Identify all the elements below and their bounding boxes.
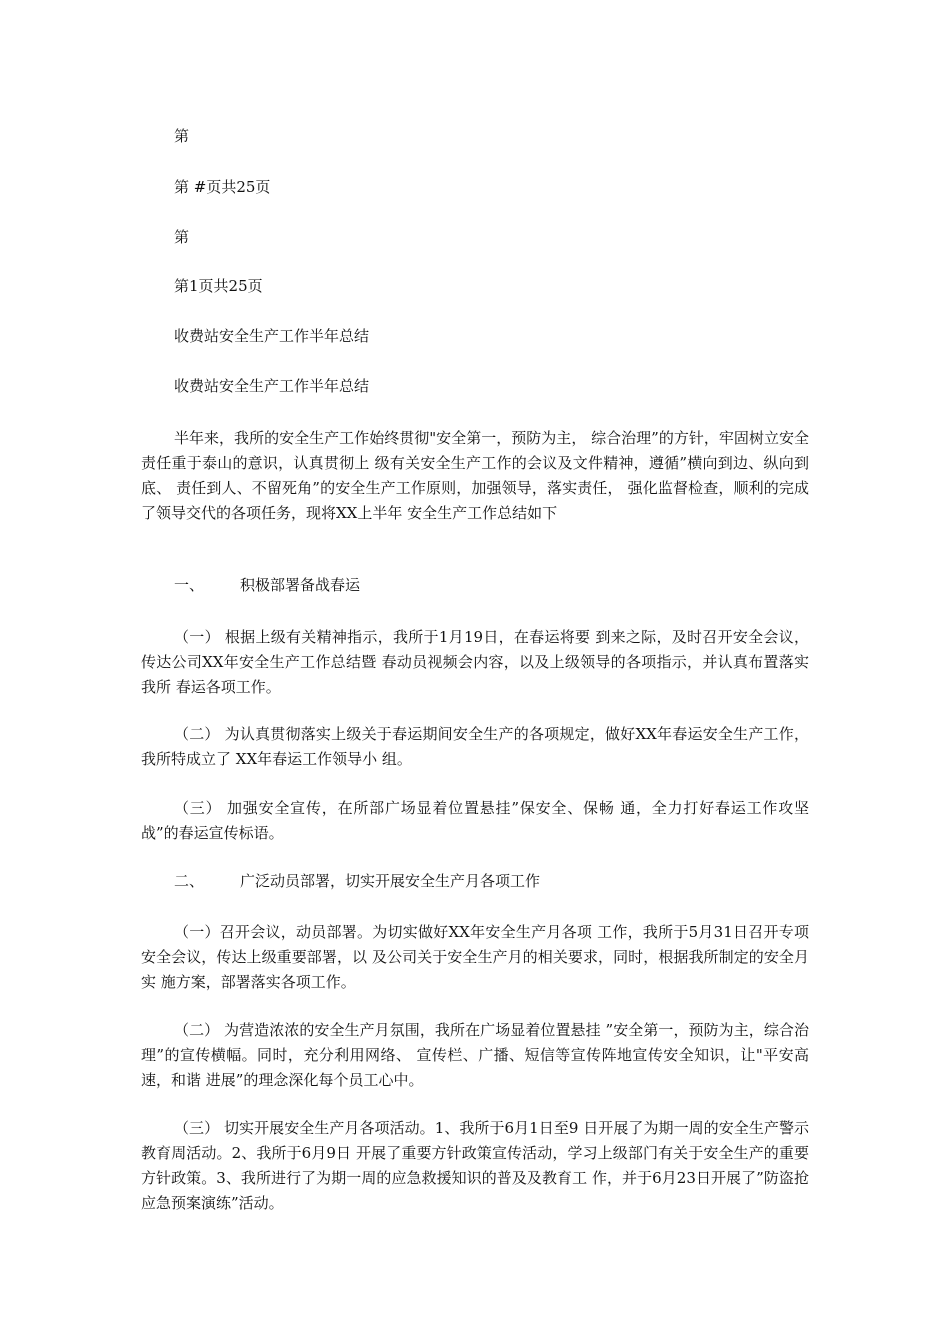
document-subtitle: 收费站安全生产工作半年总结: [174, 377, 370, 395]
section-heading-1: [174, 575, 360, 595]
header-line-3: 第: [174, 228, 190, 246]
section-2-item-1: （一）召开会议，动员部署。为切实做好XX年安全生产月各项 工作，我所于5月31日召开专项安全会议，传达上级重要部署，以 及公司关于安全生产月的相关要求，同时，根据我所制定的安全月实 施方案，部署落实各项工作。: [141, 923, 809, 991]
header-page-counter: 第 #页共25页: [174, 178, 271, 196]
section-1-item-2: （二） 为认真贯彻落实上级关于春运期间安全生产的各项规定，做好XX年春运安全生产工作，我所特成立了 XX年春运工作领导小 组。: [141, 725, 809, 768]
section-number: 一、: [174, 576, 205, 594]
intro-paragraph: 半年来，我所的安全生产工作始终贯彻"安全第一，预防为主， 综合治理”的方针，牢固树立安全责任重于泰山的意识，认真贯彻上 级有关安全生产工作的会议及文件精神，遵循”横向到边、纵向到底、 责任到人、不留死角”的安全生产工作原则，加强领导，落实责任， 强化监督检查，顺利的完成了领导交代的各项任务，现将XX上半年 安全生产工作总结如下: [141, 429, 809, 522]
section-1-item-3: （三） 加强安全宣传，在所部广场显着位置悬挂”保安全、保畅 通，全力打好春运工作攻坚战”的春运宣传标语。: [141, 799, 809, 842]
section-title: 广泛动员部署，切实开展安全生产月各项工作: [240, 872, 541, 890]
section-number: 二、: [174, 872, 205, 890]
section-2-item-2: （二） 为营造浓浓的安全生产月氛围，我所在广场显着位置悬挂 ”安全第一，预防为主，综合治理”的宣传横幅。同时，充分利用网络、 宣传栏、广播、短信等宣传阵地宣传安全知识，让"平安高速，和谐 进展”的理念深化每个员工心中。: [141, 1021, 809, 1089]
section-1-item-1: （一） 根据上级有关精神指示，我所于1月19日，在春运将要 到来之际，及时召开安全会议，传达公司XX年安全生产工作总结暨 春动员视频会内容，以及上级领导的各项指示，并认真布置落实我所 春运各项工作。: [141, 628, 809, 696]
section-title: 积极部署备战春运: [240, 576, 361, 594]
section-heading-2: [174, 871, 540, 891]
header-page-number: 第1页共25页: [174, 277, 263, 295]
section-2-item-3: （三） 切实开展安全生产月各项活动。1、我所于6月1日至9 日开展了为期一周的安全生产警示教育周活动。2、我所于6月9日 开展了重要方针政策宣传活动，学习上级部门有关于安全生产的重要 方针政策。3、我所进行了为期一周的应急救援知识的普及及教育工 作，并于6月23日开展了”防盗抢应急预案演练”活动。: [141, 1119, 809, 1212]
document-title: 收费站安全生产工作半年总结: [174, 327, 370, 345]
header-line-1: 第: [174, 127, 190, 145]
